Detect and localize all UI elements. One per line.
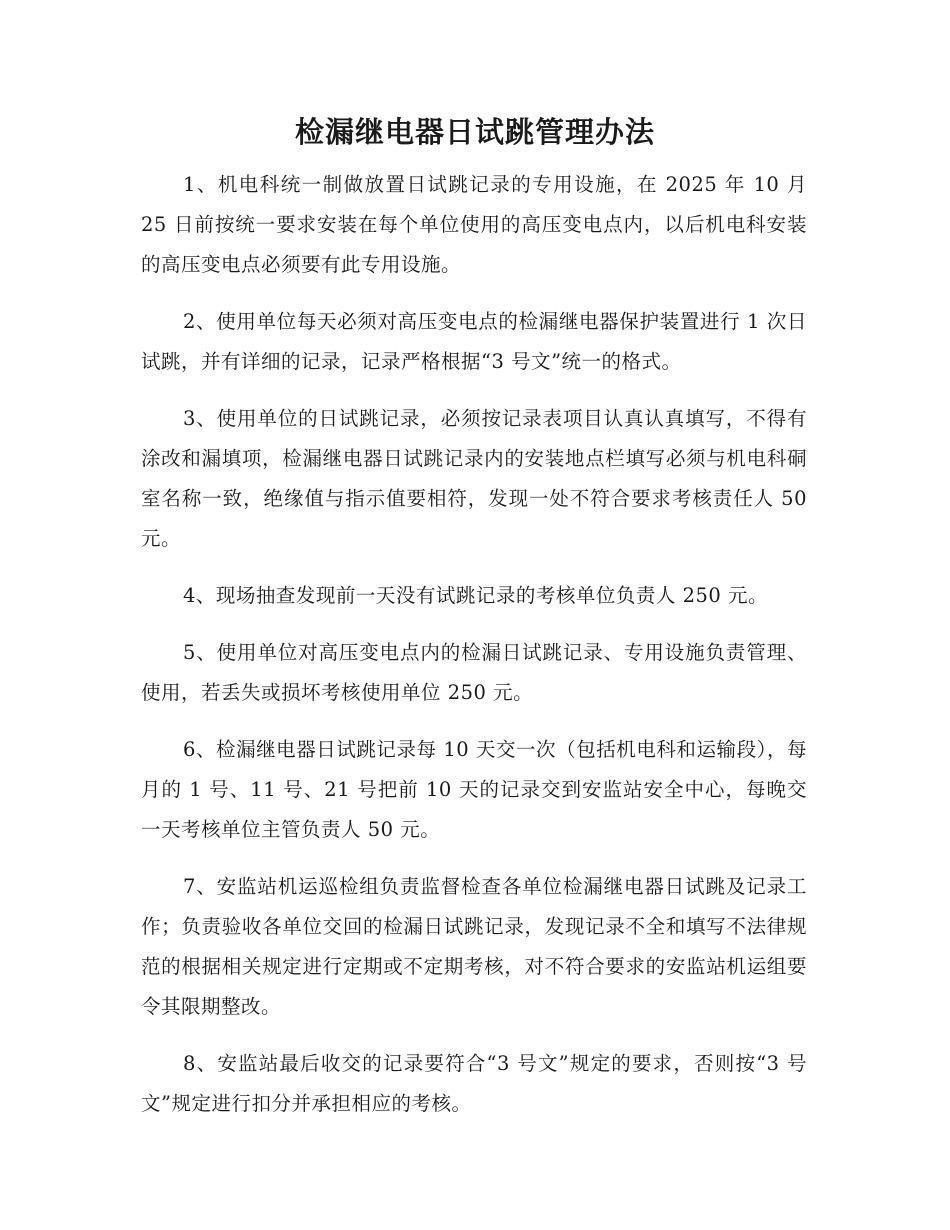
document-body: [141, 165, 807, 1141]
paragraph-1: 1、机电科统一制做放置日试跳记录的专用设施，在 2025 年 10 月 25 日前按统一要求安装在每个单位使用的高压变电点内，以后机电科安装的高压变电点必须要有此专用设施。: [141, 173, 807, 276]
paragraph-5: 5、使用单位对高压变电点内的检漏日试跳记录、专用设施负责管理、使用，若丢失或损坏考核使用单位 250 元。: [141, 641, 807, 704]
paragraph-2: 2、使用单位每天必须对高压变电点的检漏继电器保护装置进行 1 次日试跳，并有详细的记录，记录严格根据“3 号文”统一的格式。: [141, 310, 807, 373]
paragraph-4: 4、现场抽查发现前一天没有试跳记录的考核单位负责人 250 元。: [183, 584, 769, 607]
paragraph-6: 6、检漏继电器日试跳记录每 10 天交一次（包括机电科和运输段），每月的 1 号、11 号、21 号把前 10 天的记录交到安监站安全中心，每晚交一天考核单位主管负责人 50 元。: [141, 738, 807, 841]
paragraph-8: 8、安监站最后收交的记录要符合“3 号文”规定的要求，否则按“3 号文”规定进行扣分并承担相应的考核。: [141, 1052, 807, 1115]
paragraph-3: 3、使用单位的日试跳记录，必须按记录表项目认真认真填写，不得有涂改和漏填项，检漏继电器日试跳记录内的安装地点栏填写必须与机电科硐室名称一致，绝缘值与指示值要相符，发现一处不符合要求考核责任人 50 元。: [141, 407, 807, 550]
paragraph-7: 7、安监站机运巡检组负责监督检查各单位检漏继电器日试跳及记录工作；负责验收各单位交回的检漏日试跳记录，发现记录不全和填写不法律规范的根据相关规定进行定期或不定期考核，对不符合要求的安监站机运组要令其限期整改。: [141, 875, 807, 1018]
document-title: 检漏继电器日试跳管理办法: [294, 115, 655, 149]
